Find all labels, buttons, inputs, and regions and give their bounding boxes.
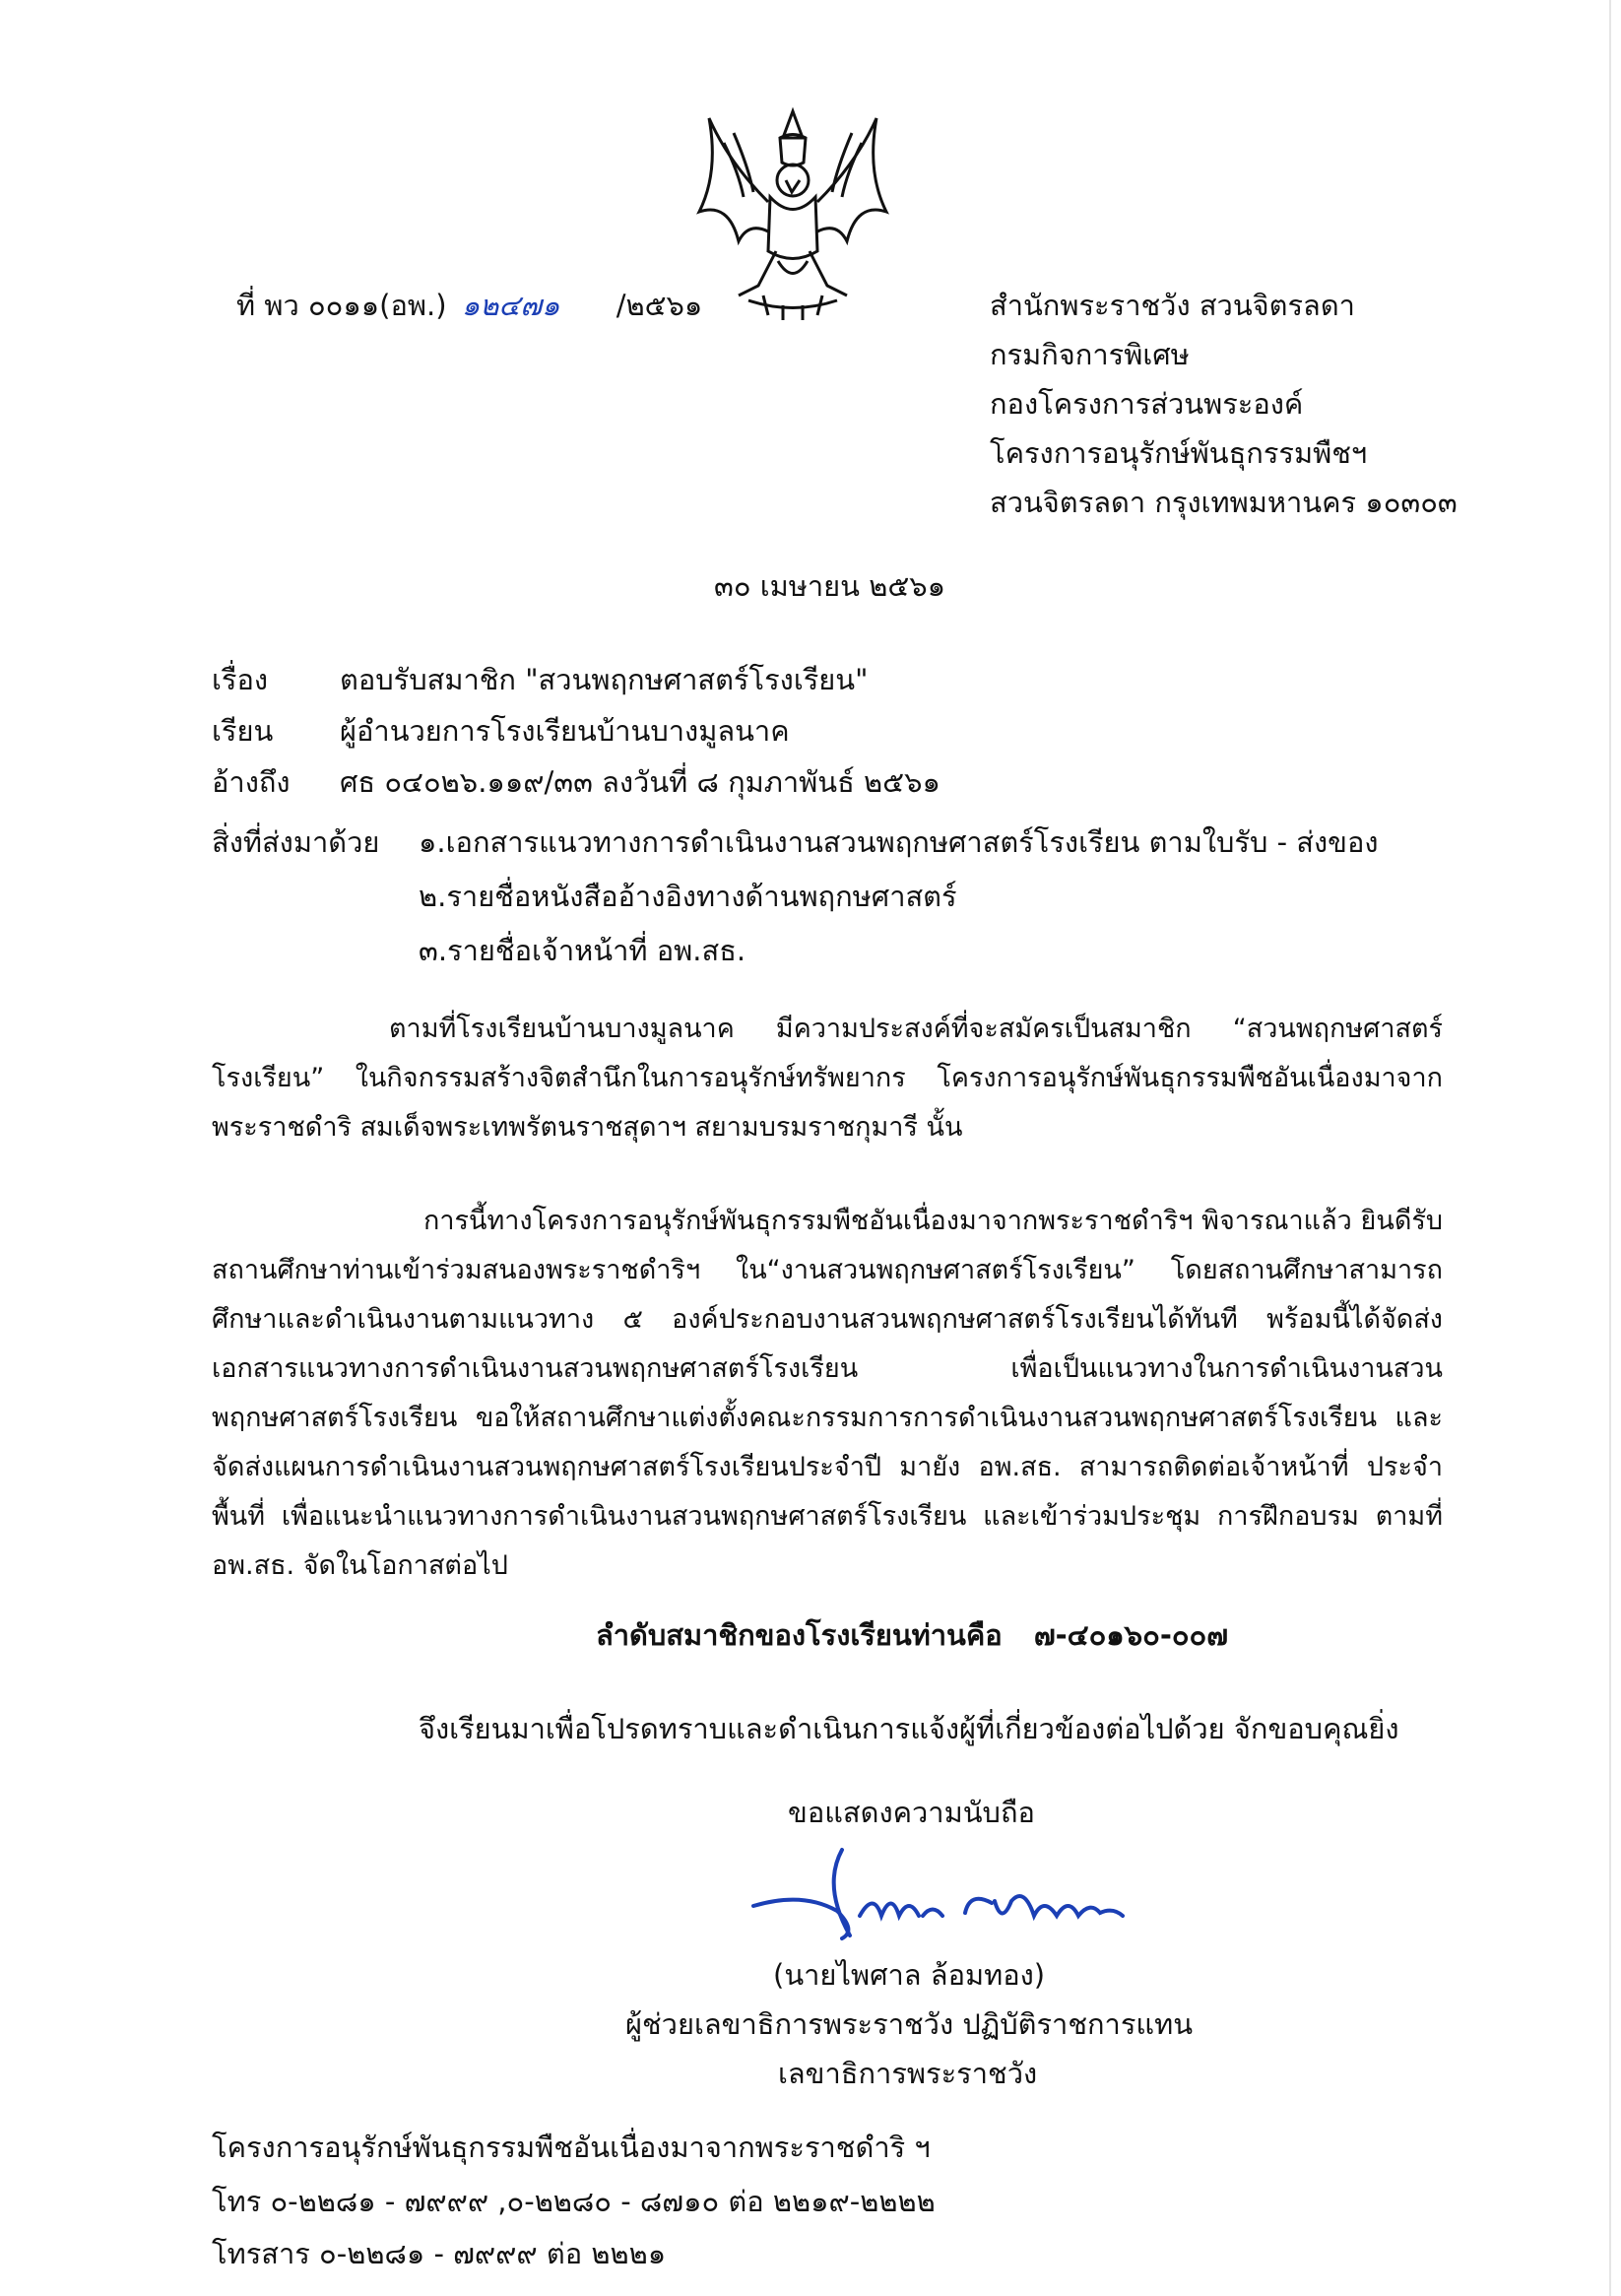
signer-position-2: เลขาธิการพระราชวัง: [778, 2057, 1038, 2090]
handwritten-signature-icon: [744, 1832, 1137, 1945]
member-number: ๗-๔๐๑๖๐-๐๐๗: [1033, 1618, 1229, 1652]
footer-phone: โทร ๐-๒๒๘๑ - ๗๙๙๙ ,๐-๒๒๘๐ - ๘๗๑๐ ต่อ ๒๒๑๙-๒๒๒๒: [212, 2185, 936, 2218]
sender-line-5: สวนจิตรลดา กรุงเทพมหานคร ๑๐๓๐๓: [990, 486, 1458, 519]
enclosures-label: สิ่งที่ส่งมาด้วย: [212, 825, 380, 859]
enclosure-item: ๒.รายชื่อหนังสืออ้างอิงทางด้านพฤกษศาสตร์: [419, 880, 957, 913]
reference-text: ศธ ๐๔๐๒๖.๑๑๙/๓๓ ลงวันที่ ๘ กุมภาพันธ์ ๒๕๖๑: [340, 765, 940, 799]
enclosure-item: ๓.รายชื่อเจ้าหน้าที่ อพ.สธ.: [419, 934, 746, 967]
enclosure-item: ๑.เอกสารแนวทางการดำเนินงานสวนพฤกษศาสตร์โรงเรียน ตามใบรับ - ส่งของ: [419, 825, 1379, 859]
signer-name: (นายไพศาล ล้อมทอง): [773, 1958, 1046, 1992]
subject-text: ตอบรับสมาชิก "สวนพฤกษศาสตร์โรงเรียน": [340, 663, 869, 696]
closing-request: จึงเรียนมาเพื่อโปรดทราบและดำเนินการแจ้งผู้ที่เกี่ยวข้องต่อไปด้วย จักขอบคุณยิ่ง: [419, 1712, 1399, 1745]
reference-label: อ้างถึง: [212, 765, 291, 799]
garuda-emblem-icon: [689, 103, 896, 325]
sender-line-4: โครงการอนุรักษ์พันธุกรรมพืชฯ: [990, 436, 1368, 470]
signer-position-1: ผู้ช่วยเลขาธิการพระราชวัง ปฏิบัติราชการแทน: [625, 2007, 1194, 2041]
sender-line-1: สำนักพระราชวัง สวนจิตรลดา: [990, 289, 1355, 322]
doc-no-prefix: ที่ พว ๐๐๑๑(อพ.): [236, 289, 447, 322]
sender-line-3: กองโครงการส่วนพระองค์: [990, 387, 1304, 421]
salutation: ขอแสดงความนับถือ: [788, 1796, 1035, 1829]
to-label: เรียน: [212, 714, 274, 748]
footer-fax: โทรสาร ๐-๒๒๘๑ - ๗๙๙๙ ต่อ ๒๒๒๑: [212, 2237, 667, 2270]
member-number-line: [596, 1615, 1228, 1655]
member-number-label: ลำดับสมาชิกของโรงเรียนท่านคือ: [596, 1618, 1003, 1652]
body-paragraph-1: ตามที่โรงเรียนบ้านบางมูลนาค มีความประสงค์ที่จะสมัครเป็นสมาชิก “สวนพฤกษศาสตร์โรงเรียน” ในกิจกรรมสร้างจิตสำนึกในการอนุรักษ์ทรัพยากร โครงการอนุรักษ์พันธุกรรมพืชอันเนื่องมาจากพระราชดำริ สมเด็จพระเทพรัตนราชสุดาฯ สยามบรมราชกุมารี นั้น: [212, 1014, 1443, 1143]
subject-label: เรื่อง: [212, 663, 269, 696]
doc-no-handwritten: ๑๒๔๗๑: [461, 289, 560, 322]
letter-date: ๓๐ เมษายน ๒๕๖๑: [714, 569, 946, 603]
sender-line-2: กรมกิจการพิเศษ: [990, 338, 1190, 371]
document-number: [236, 286, 702, 325]
footer-organization: โครงการอนุรักษ์พันธุกรรมพืชอันเนื่องมาจากพระราชดำริ ฯ: [212, 2131, 931, 2164]
to-text: ผู้อำนวยการโรงเรียนบ้านบางมูลนาค: [340, 714, 790, 748]
body-paragraph-2: การนี้ทางโครงการอนุรักษ์พันธุกรรมพืชอันเนื่องมาจากพระราชดำริฯ พิจารณาแล้ว ยินดีรับสถานศึกษาท่านเข้าร่วมสนองพระราชดำริฯ ใน“งานสวนพฤกษศาสตร์โรงเรียน” โดยสถานศึกษาสามารถศึกษาและดำเนินงานตามแนวทาง ๕ องค์ประกอบงานสวนพฤกษศาสตร์โรงเรียนได้ทันที พร้อมนี้ได้จัดส่งเอกสารแนวทางการดำเนินงานสวนพฤกษศาสตร์โรงเรียน เพื่อเป็นแนวทางในการดำเนินงานสวนพฤกษศาสตร์โรงเรียน ขอให้สถานศึกษาแต่งตั้งคณะกรรมการการดำเนินงานสวนพฤกษศาสตร์โรงเรียน และจัดส่งแผนการดำเนินงานสวนพฤกษศาสตร์โรงเรียนประจำปี มายัง อพ.สธ. สามารถติดต่อเจ้าหน้าที่ ประจำพื้นที่ เพื่อแนะนำแนวทางการดำเนินงานสวนพฤกษศาสตร์โรงเรียน และเข้าร่วมประชุม การฝึกอบรม ตามที่ อพ.สธ. จัดในโอกาสต่อไป: [212, 1206, 1443, 1581]
page-edge-line: [1609, 0, 1611, 2296]
doc-no-suffix: /๒๕๖๑: [616, 289, 703, 322]
